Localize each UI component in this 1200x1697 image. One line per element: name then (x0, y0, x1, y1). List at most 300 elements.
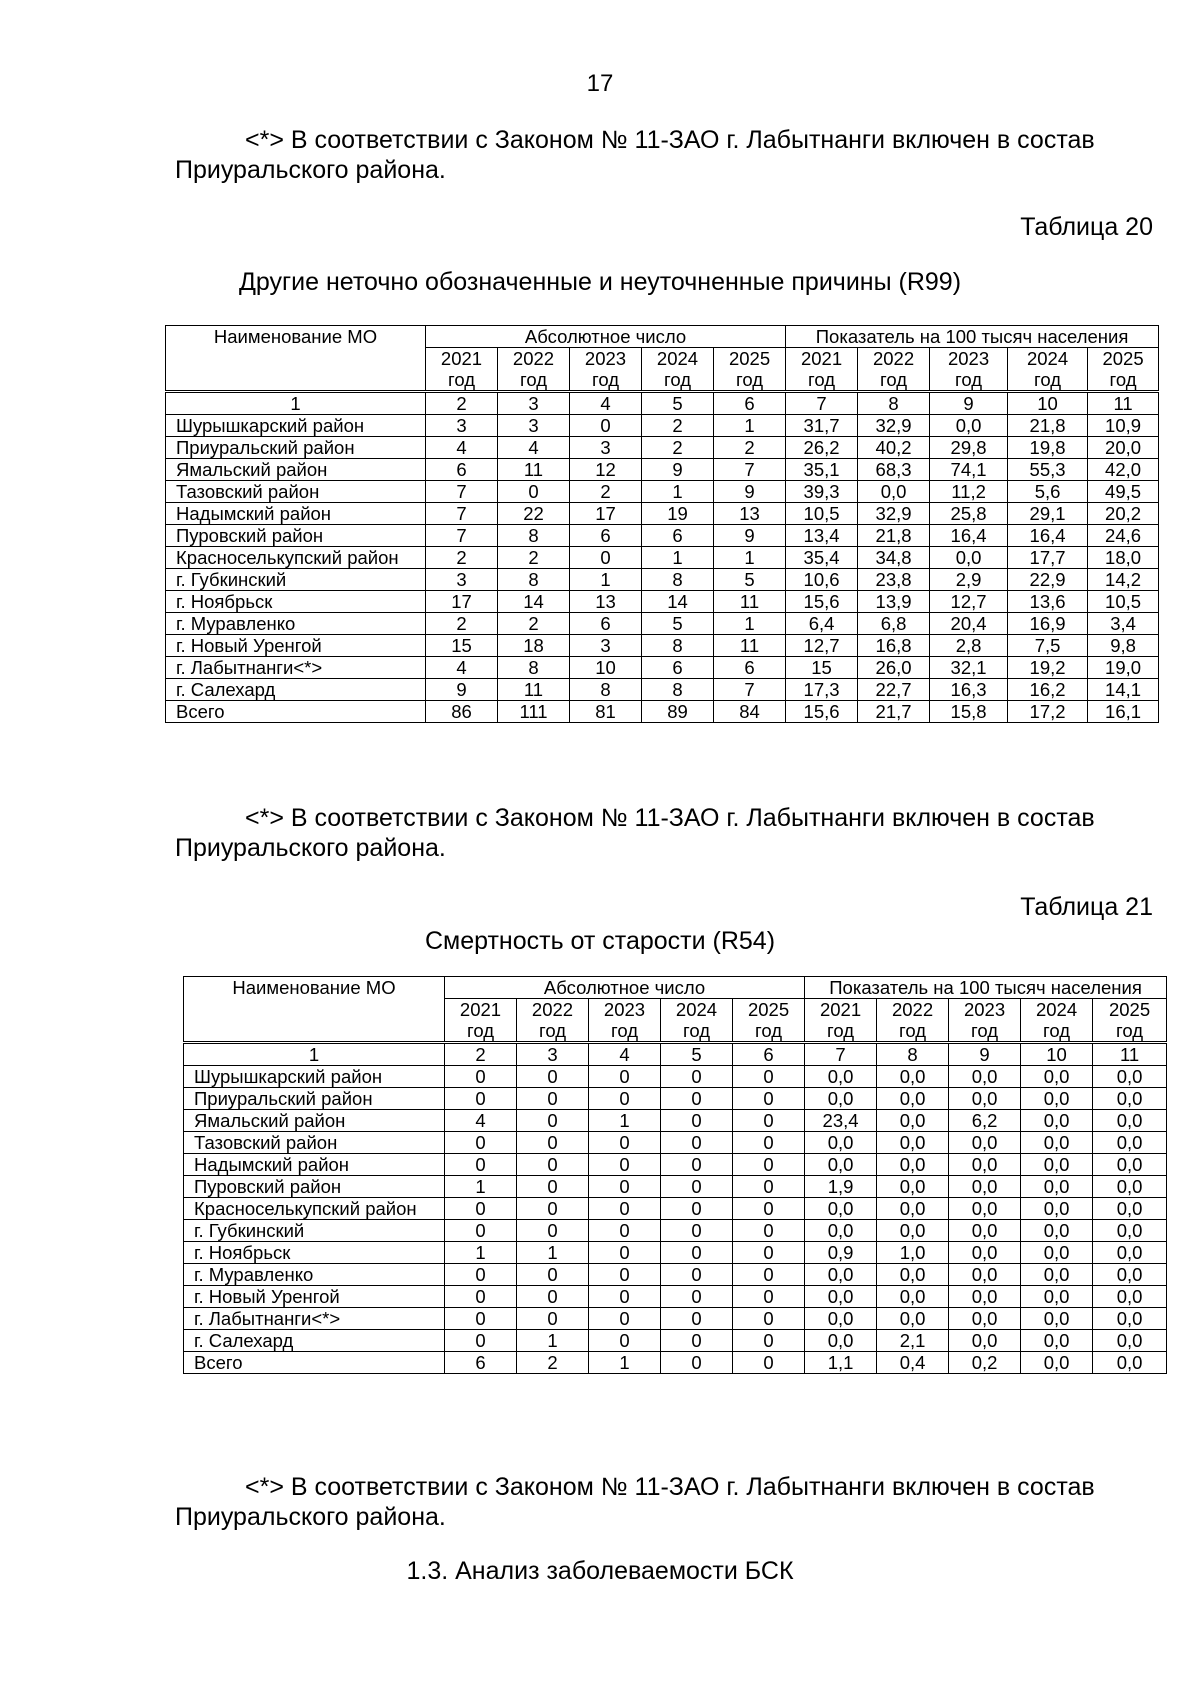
table-cell: 40,2 (858, 437, 930, 459)
table-cell: 0 (445, 1220, 517, 1242)
row-name-cell: г. Новый Уренгой (166, 635, 426, 657)
table-cell: 89 (642, 701, 714, 723)
table-cell: 0,0 (805, 1088, 877, 1110)
table-cell: 8 (642, 679, 714, 701)
table-row (184, 1176, 1167, 1198)
table21 (183, 976, 1167, 1374)
table-cell: 0,0 (805, 1132, 877, 1154)
header-name: Наименование МО (166, 326, 426, 392)
table-cell: 0 (589, 1088, 661, 1110)
table-cell: 1 (642, 481, 714, 503)
row-name-cell: Пуровский район (184, 1176, 445, 1198)
header-year: 2022 год (517, 999, 589, 1043)
table20-title: Другие неточно обозначенные и неуточненные причины (R99) (238, 268, 962, 296)
table-cell: 1 (589, 1352, 661, 1374)
table-cell: 0,0 (805, 1286, 877, 1308)
table-cell: 0 (733, 1242, 805, 1264)
table-cell: 0 (445, 1066, 517, 1088)
row-name-cell: Красноселькупский район (184, 1198, 445, 1220)
table-cell: 0,0 (877, 1198, 949, 1220)
header-year: 2021 год (426, 348, 498, 392)
table-cell: 0 (445, 1154, 517, 1176)
table-cell: 2 (570, 481, 642, 503)
table-cell: 13 (570, 591, 642, 613)
table-cell: 31,7 (786, 415, 858, 437)
table-cell: 1 (445, 1176, 517, 1198)
row-name-cell: г. Ноябрьск (166, 591, 426, 613)
table-cell: 11 (714, 635, 786, 657)
table-cell: 1,0 (877, 1242, 949, 1264)
table-row (166, 459, 1159, 481)
column-number: 11 (1093, 1043, 1167, 1066)
header-year: 2021 год (786, 348, 858, 392)
table-row (166, 679, 1159, 701)
header-year: 2025 год (1088, 348, 1159, 392)
table-cell: 0 (517, 1220, 589, 1242)
header-abs: Абсолютное число (426, 326, 786, 348)
table-cell: 15 (426, 635, 498, 657)
table-cell: 0 (517, 1132, 589, 1154)
table-cell: 0,0 (1093, 1220, 1167, 1242)
table-cell: 12,7 (930, 591, 1008, 613)
table-cell: 0 (733, 1198, 805, 1220)
table-cell: 1 (714, 415, 786, 437)
table-cell: 0,0 (949, 1132, 1021, 1154)
table-cell: 0,0 (949, 1242, 1021, 1264)
table-cell: 11 (498, 459, 570, 481)
table-cell: 0 (733, 1286, 805, 1308)
table-cell: 0 (733, 1132, 805, 1154)
table-cell: 0,0 (949, 1198, 1021, 1220)
header-year: 2022 год (498, 348, 570, 392)
table-cell: 20,2 (1088, 503, 1159, 525)
header-year: 2025 год (1093, 999, 1167, 1043)
table-cell: 5 (714, 569, 786, 591)
table-cell: 0 (589, 1176, 661, 1198)
table-cell: 17,2 (1008, 701, 1088, 723)
table-cell: 0,0 (949, 1264, 1021, 1286)
table-cell: 0,0 (949, 1286, 1021, 1308)
table-cell: 0,0 (1021, 1198, 1093, 1220)
row-name-cell: Надымский район (166, 503, 426, 525)
table-cell: 0 (517, 1264, 589, 1286)
header-year: 2021 год (445, 999, 517, 1043)
table-cell: 0,0 (877, 1264, 949, 1286)
table-cell: 4 (426, 657, 498, 679)
table-cell: 12,7 (786, 635, 858, 657)
table-cell: 111 (498, 701, 570, 723)
column-number: 11 (1088, 392, 1159, 415)
table-cell: 0,0 (877, 1286, 949, 1308)
row-name-cell: Тазовский район (184, 1132, 445, 1154)
column-number: 5 (661, 1043, 733, 1066)
table-cell: 0 (733, 1264, 805, 1286)
table-cell: 0,0 (949, 1220, 1021, 1242)
row-name-cell: Ямальский район (166, 459, 426, 481)
table-cell: 8 (498, 525, 570, 547)
table-cell: 7 (426, 525, 498, 547)
row-name-cell: г. Губкинский (166, 569, 426, 591)
table-cell: 2,1 (877, 1330, 949, 1352)
table-cell: 9 (714, 481, 786, 503)
table-cell: 49,5 (1088, 481, 1159, 503)
table-cell: 2,8 (930, 635, 1008, 657)
column-number: 7 (786, 392, 858, 415)
table-cell: 0,0 (877, 1308, 949, 1330)
table-cell: 0 (498, 481, 570, 503)
table-cell: 0,0 (1093, 1330, 1167, 1352)
table-cell: 0,0 (1021, 1308, 1093, 1330)
table-cell: 0,0 (805, 1154, 877, 1176)
table-cell: 1 (517, 1330, 589, 1352)
page-number: 17 (586, 70, 614, 97)
table-cell: 0 (589, 1242, 661, 1264)
table-cell: 29,1 (1008, 503, 1088, 525)
table-row (166, 437, 1159, 459)
table-cell: 19 (642, 503, 714, 525)
table-cell: 26,0 (858, 657, 930, 679)
header-year: 2023 год (570, 348, 642, 392)
column-number: 8 (877, 1043, 949, 1066)
table-cell: 0 (589, 1308, 661, 1330)
table-cell: 0 (733, 1066, 805, 1088)
table-row (166, 503, 1159, 525)
table-cell: 0,0 (930, 547, 1008, 569)
table-cell: 0 (589, 1198, 661, 1220)
row-name-cell: Приуральский район (184, 1088, 445, 1110)
table-row (184, 1066, 1167, 1088)
table-cell: 5,6 (1008, 481, 1088, 503)
table-cell: 10 (570, 657, 642, 679)
table-cell: 0,0 (1021, 1154, 1093, 1176)
table-cell: 0 (445, 1330, 517, 1352)
row-name-cell: г. Салехард (166, 679, 426, 701)
table-cell: 8 (498, 569, 570, 591)
table-cell: 10,6 (786, 569, 858, 591)
table-cell: 0,0 (877, 1220, 949, 1242)
table-cell: 20,4 (930, 613, 1008, 635)
table-cell: 84 (714, 701, 786, 723)
table-cell: 6 (642, 657, 714, 679)
table-cell: 6,2 (949, 1110, 1021, 1132)
table-cell: 0,0 (1093, 1154, 1167, 1176)
column-number: 3 (517, 1043, 589, 1066)
table-cell: 19,8 (1008, 437, 1088, 459)
column-number: 3 (498, 392, 570, 415)
table-cell: 3 (570, 635, 642, 657)
table-cell: 13,4 (786, 525, 858, 547)
table-cell: 0 (733, 1110, 805, 1132)
table-cell: 0 (733, 1088, 805, 1110)
table-cell: 0,0 (1021, 1088, 1093, 1110)
table-cell: 0,0 (805, 1198, 877, 1220)
table-cell: 16,2 (1008, 679, 1088, 701)
table-cell: 39,3 (786, 481, 858, 503)
table-cell: 1,1 (805, 1352, 877, 1374)
table-row (166, 591, 1159, 613)
table-cell: 0,0 (877, 1066, 949, 1088)
table-cell: 0 (517, 1154, 589, 1176)
table-cell: 0,0 (1021, 1132, 1093, 1154)
table-cell: 2 (426, 613, 498, 635)
table-row (184, 1198, 1167, 1220)
table-cell: 20,0 (1088, 437, 1159, 459)
table-cell: 86 (426, 701, 498, 723)
table-row (184, 1330, 1167, 1352)
table-cell: 0,9 (805, 1242, 877, 1264)
table-cell: 2 (498, 613, 570, 635)
table-cell: 0 (661, 1330, 733, 1352)
column-number: 6 (733, 1043, 805, 1066)
table-cell: 0,0 (949, 1330, 1021, 1352)
table-cell: 0 (517, 1286, 589, 1308)
table-cell: 0 (661, 1198, 733, 1220)
table-cell: 3 (498, 415, 570, 437)
table-cell: 0,0 (949, 1154, 1021, 1176)
table-cell: 2,9 (930, 569, 1008, 591)
table-cell: 2 (642, 437, 714, 459)
table-row (184, 1220, 1167, 1242)
table-cell: 0 (661, 1110, 733, 1132)
table-cell: 2 (426, 547, 498, 569)
table-cell: 0,0 (805, 1264, 877, 1286)
table-cell: 0,0 (949, 1176, 1021, 1198)
table-cell: 0,0 (1021, 1286, 1093, 1308)
table-cell: 0,0 (877, 1132, 949, 1154)
header-rate: Показатель на 100 тысяч населения (805, 977, 1167, 999)
table-row (166, 569, 1159, 591)
header-year: 2022 год (858, 348, 930, 392)
table-cell: 4 (445, 1110, 517, 1132)
header-year: 2023 год (930, 348, 1008, 392)
table-cell: 4 (498, 437, 570, 459)
row-name-cell: Всего (184, 1352, 445, 1374)
table-cell: 16,8 (858, 635, 930, 657)
table-cell: 7 (426, 503, 498, 525)
section-title: 1.3. Анализ заболеваемости БСК (406, 1557, 794, 1585)
table-cell: 1 (714, 547, 786, 569)
footnote-top: <*> В соответствии с Законом № 11-ЗАО г. Лабытнанги включен в состав Приуральского района. (175, 126, 1095, 184)
table-cell: 0 (661, 1132, 733, 1154)
row-name-cell: г. Губкинский (184, 1220, 445, 1242)
table-cell: 9 (642, 459, 714, 481)
row-name-cell: Шурышкарский район (184, 1066, 445, 1088)
table-cell: 0,0 (949, 1066, 1021, 1088)
column-number: 9 (949, 1043, 1021, 1066)
table-cell: 7,5 (1008, 635, 1088, 657)
table-cell: 6 (570, 525, 642, 547)
row-name-cell: Всего (166, 701, 426, 723)
table-cell: 13 (714, 503, 786, 525)
table-row (184, 1110, 1167, 1132)
table-cell: 11 (714, 591, 786, 613)
table-cell: 0,0 (949, 1088, 1021, 1110)
column-number: 7 (805, 1043, 877, 1066)
table-cell: 0 (589, 1286, 661, 1308)
table-cell: 17,7 (1008, 547, 1088, 569)
table-cell: 0,0 (1021, 1264, 1093, 1286)
table-cell: 3 (426, 415, 498, 437)
table-cell: 0 (661, 1352, 733, 1374)
table-cell: 35,4 (786, 547, 858, 569)
table-cell: 14 (642, 591, 714, 613)
table-row (184, 1352, 1167, 1374)
table-row (166, 613, 1159, 635)
table-cell: 16,3 (930, 679, 1008, 701)
table-cell: 1 (589, 1110, 661, 1132)
table-cell: 0,0 (1093, 1066, 1167, 1088)
table-cell: 1 (570, 569, 642, 591)
table-cell: 0,2 (949, 1352, 1021, 1374)
table20-caption: Таблица 20 (1020, 213, 1153, 241)
table20 (165, 325, 1159, 723)
column-number: 8 (858, 392, 930, 415)
header-year: 2024 год (642, 348, 714, 392)
header-name: Наименование МО (184, 977, 445, 1043)
table-cell: 0,0 (1021, 1330, 1093, 1352)
table-cell: 32,1 (930, 657, 1008, 679)
row-name-cell: Красноселькупский район (166, 547, 426, 569)
table-cell: 0 (517, 1110, 589, 1132)
table-row (184, 1154, 1167, 1176)
table-cell: 9 (714, 525, 786, 547)
table-cell: 0,0 (1093, 1286, 1167, 1308)
table-cell: 0,0 (1021, 1220, 1093, 1242)
table-cell: 0,0 (1093, 1088, 1167, 1110)
table-cell: 6 (642, 525, 714, 547)
table-cell: 18 (498, 635, 570, 657)
table-cell: 0 (733, 1308, 805, 1330)
row-name-cell: Тазовский район (166, 481, 426, 503)
table-cell: 0 (517, 1176, 589, 1198)
header-year: 2025 год (714, 348, 786, 392)
table-cell: 16,4 (930, 525, 1008, 547)
table-cell: 6,4 (786, 613, 858, 635)
table21-title: Смертность от старости (R54) (424, 927, 776, 955)
table-cell: 0 (733, 1330, 805, 1352)
table-cell: 13,6 (1008, 591, 1088, 613)
table-cell: 0,0 (805, 1308, 877, 1330)
table-cell: 17 (426, 591, 498, 613)
table-cell: 0 (661, 1220, 733, 1242)
table-cell: 0,0 (1093, 1110, 1167, 1132)
column-number: 9 (930, 392, 1008, 415)
column-number: 2 (445, 1043, 517, 1066)
table-cell: 15,6 (786, 591, 858, 613)
column-number: 4 (589, 1043, 661, 1066)
table-cell: 0,0 (877, 1154, 949, 1176)
column-number: 5 (642, 392, 714, 415)
table-cell: 12 (570, 459, 642, 481)
table-cell: 16,4 (1008, 525, 1088, 547)
table-cell: 0,0 (805, 1220, 877, 1242)
table-cell: 0 (570, 415, 642, 437)
table-cell: 0 (733, 1154, 805, 1176)
table-cell: 7 (714, 679, 786, 701)
table-cell: 11 (498, 679, 570, 701)
column-number: 4 (570, 392, 642, 415)
table-cell: 23,4 (805, 1110, 877, 1132)
table-cell: 7 (714, 459, 786, 481)
table-cell: 0,4 (877, 1352, 949, 1374)
table-cell: 10,5 (1088, 591, 1159, 613)
table-cell: 3 (570, 437, 642, 459)
table-cell: 34,8 (858, 547, 930, 569)
table-cell: 0,0 (1093, 1264, 1167, 1286)
table-cell: 0,0 (877, 1176, 949, 1198)
table-cell: 16,9 (1008, 613, 1088, 635)
row-name-cell: Шурышкарский район (166, 415, 426, 437)
table-cell: 0 (589, 1264, 661, 1286)
table-cell: 1 (445, 1242, 517, 1264)
table-cell: 15 (786, 657, 858, 679)
table-cell: 8 (642, 635, 714, 657)
table-cell: 15,8 (930, 701, 1008, 723)
table-cell: 0 (661, 1088, 733, 1110)
footnote-table20: <*> В соответствии с Законом № 11-ЗАО г. Лабытнанги включен в состав Приуральского района. (175, 804, 1095, 862)
table-cell: 6,8 (858, 613, 930, 635)
table-cell: 0 (589, 1330, 661, 1352)
table-cell: 8 (642, 569, 714, 591)
table-row (184, 1088, 1167, 1110)
table-cell: 1,9 (805, 1176, 877, 1198)
table-cell: 0 (589, 1154, 661, 1176)
footnote-table21: <*> В соответствии с Законом № 11-ЗАО г. Лабытнанги включен в состав Приуральского района. (175, 1473, 1095, 1531)
table-cell: 0 (661, 1176, 733, 1198)
table-cell: 0 (589, 1220, 661, 1242)
table-cell: 0 (733, 1352, 805, 1374)
table-cell: 15,6 (786, 701, 858, 723)
table-cell: 0 (445, 1198, 517, 1220)
table-cell: 0 (570, 547, 642, 569)
table-cell: 0 (445, 1132, 517, 1154)
table-cell: 16,1 (1088, 701, 1159, 723)
table-cell: 0 (661, 1286, 733, 1308)
table-row (184, 1308, 1167, 1330)
table-cell: 3 (426, 569, 498, 591)
header-year: 2021 год (805, 999, 877, 1043)
table-cell: 7 (426, 481, 498, 503)
table-row (166, 701, 1159, 723)
table-row (166, 635, 1159, 657)
table-cell: 0 (661, 1264, 733, 1286)
row-name-cell: г. Ноябрьск (184, 1242, 445, 1264)
table-cell: 0,0 (930, 415, 1008, 437)
row-name-cell: Надымский район (184, 1154, 445, 1176)
table-cell: 0 (589, 1132, 661, 1154)
table-cell: 8 (498, 657, 570, 679)
header-year: 2023 год (949, 999, 1021, 1043)
table-row (166, 547, 1159, 569)
table-cell: 3,4 (1088, 613, 1159, 635)
table-cell: 19,2 (1008, 657, 1088, 679)
header-rate: Показатель на 100 тысяч населения (786, 326, 1159, 348)
header-year: 2023 год (589, 999, 661, 1043)
table-cell: 0,0 (1093, 1176, 1167, 1198)
table-cell: 0,0 (1093, 1352, 1167, 1374)
table-cell: 6 (714, 657, 786, 679)
column-number: 2 (426, 392, 498, 415)
table-cell: 26,2 (786, 437, 858, 459)
table-cell: 14 (498, 591, 570, 613)
table21-caption: Таблица 21 (1020, 893, 1153, 921)
table-cell: 23,8 (858, 569, 930, 591)
table-cell: 0,0 (1021, 1242, 1093, 1264)
row-name-cell: г. Новый Уренгой (184, 1286, 445, 1308)
table-cell: 0 (517, 1308, 589, 1330)
table-row (166, 481, 1159, 503)
table-cell: 0 (661, 1308, 733, 1330)
